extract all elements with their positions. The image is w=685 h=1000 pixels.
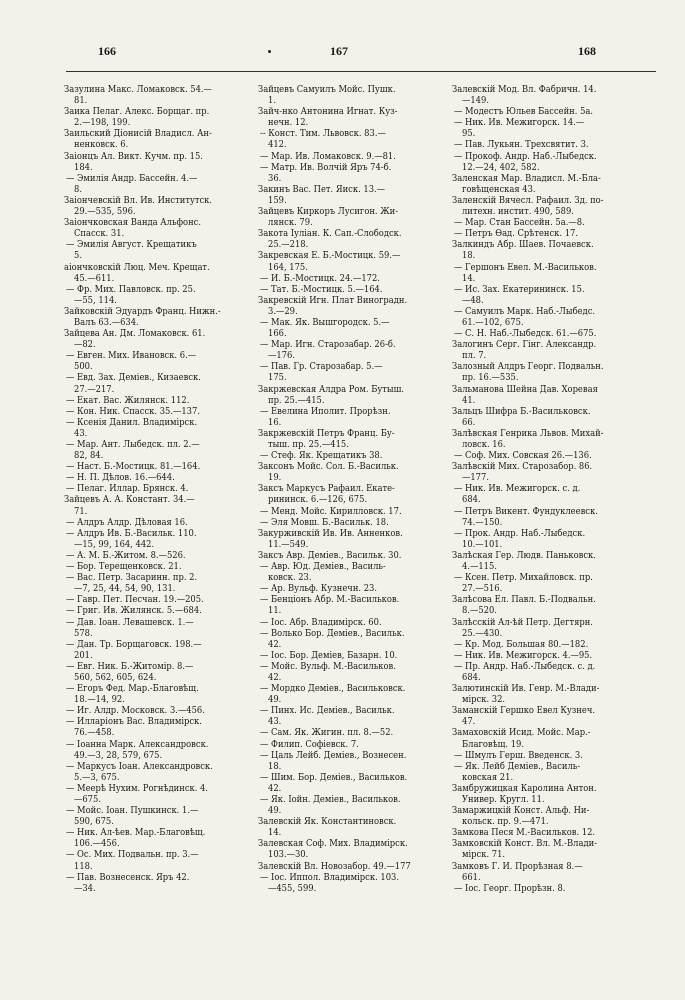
directory-line: — Ник. Ив. Межигорск. 14.—	[454, 117, 585, 129]
directory-line: Заксъ Авр. Деміев., Васильк. 30.	[258, 549, 402, 561]
directory-line: — Самуилъ Марк. Наб.-Лыбедс.	[454, 305, 596, 317]
directory-line: — Прок. Андр. Наб.-Лыбедск.	[454, 527, 586, 539]
directory-line: — Іос. Бор. Деміев, Базарн. 10.	[260, 649, 398, 661]
directory-line: говѣщенская 43.	[462, 183, 536, 195]
directory-line: 95.	[462, 128, 476, 140]
directory-line: 25.—430.	[462, 627, 503, 639]
directory-line: — Дан. Тр. Борщаговск. 198.—	[66, 638, 202, 650]
directory-line: 684.	[462, 671, 481, 683]
directory-line: — Эля Мовш. Б.-Васильк. 18.	[260, 516, 389, 528]
directory-line: Залѣвская Генрика Львов. Михай-	[452, 427, 604, 439]
directory-line: Залютинскій Ив. Генр. М.-Влади-	[452, 683, 600, 695]
directory-line: 4.—115.	[462, 561, 497, 573]
directory-line: — Авр. Юд. Деміев., Василь-	[260, 561, 386, 573]
directory-line: — Пав. Гр. Старозабар. 5.—	[260, 361, 383, 373]
directory-line: — Іос. Иппол. Владимірск. 103.	[260, 871, 399, 883]
directory-line: —7, 25, 44, 54, 90, 131.	[74, 583, 176, 595]
directory-line: 2.—198, 199.	[74, 117, 131, 129]
directory-line: 49.—3, 28, 579, 675.	[74, 749, 163, 761]
directory-column-1	[64, 84, 254, 894]
directory-line: 590, 675.	[74, 816, 114, 828]
directory-line: —48.	[462, 294, 484, 306]
directory-line: 43.	[74, 427, 88, 439]
directory-line: — Дав. Іоан. Левашевск. 1.—	[66, 616, 194, 628]
directory-line: Закревская Е. Б.-Мостицк. 59.—	[258, 250, 401, 262]
directory-line: — Мойс. Іоан. Пушкинск. 1.—	[66, 805, 199, 817]
directory-line: 49.	[268, 694, 282, 706]
directory-line: Заіончевскій Вл. Ив. Институтск.	[64, 194, 213, 206]
directory-line: — Бенціонъ Абр. М.-Васильков.	[260, 594, 400, 606]
header-dot	[268, 50, 271, 53]
directory-line: 36.	[268, 172, 282, 184]
directory-line: Валъ 63.—634.	[74, 316, 139, 328]
directory-line: — Мар. Ив. Ломаковск. 9.—81.	[260, 150, 396, 162]
directory-line: аіончковскій Люц. Меч. Крещат.	[64, 261, 210, 273]
directory-line: — Бор. Терещенковск. 21.	[66, 561, 182, 573]
directory-line: Заксъ Маркусъ Рафаил. Екате-	[258, 483, 395, 495]
directory-line: 61.—102, 675.	[462, 316, 524, 328]
directory-line: 12.—24, 402, 582.	[462, 161, 540, 173]
directory-line: 166.	[268, 328, 287, 340]
directory-line: — Мар. Стан Бассейн. 5а.—8.	[454, 217, 585, 229]
directory-line: Залевскій Як. Константиновск.	[258, 816, 397, 828]
directory-line: — Пр. Андр. Наб.-Лыбедск. с. д.	[454, 660, 596, 672]
directory-line: — Модестъ Юльев Бассейн. 5а.	[454, 106, 594, 118]
directory-line: — Н. П. Дѣлов. 16.—644.	[66, 472, 175, 484]
directory-line: — Кр. Мод. Большая 80.—182.	[454, 638, 589, 650]
directory-line: Благовѣщ. 19.	[462, 738, 524, 750]
directory-line: Заіончковская Ванда Альфонс.	[64, 217, 201, 229]
page-header	[0, 44, 685, 66]
directory-line: 14.	[462, 272, 476, 284]
directory-line: 201.	[74, 649, 93, 661]
directory-line: -- Конст. Тим. Львовск. 83.—	[260, 128, 386, 140]
page-number-right: 168	[578, 44, 596, 58]
directory-line: — Эмилія Август. Крещатикъ	[66, 239, 197, 251]
directory-line: 103.—30.	[268, 849, 309, 861]
directory-line: — Илларіонъ Вас. Владимірск.	[66, 716, 202, 728]
directory-line: — Пав. Вознесенск. Яръ 42.	[66, 871, 190, 883]
directory-line: пр. 25.—415.	[268, 394, 325, 406]
directory-line: 5.—3, 675.	[74, 771, 120, 783]
directory-line: — Волько Бор. Деміев., Васильк.	[260, 627, 405, 639]
directory-line: 8.—520.	[462, 605, 497, 617]
directory-line: Закревскій Игн. Плат Виноградн.	[258, 294, 408, 306]
directory-line: Закржевская Алдра Ром. Бутыш.	[258, 383, 405, 395]
directory-line: — Меерѣ Нухим. Рогнѣдинск. 4.	[66, 782, 209, 794]
directory-line: — Цаль Лейб. Деміев., Вознесен.	[260, 749, 407, 761]
directory-line: — Алдръ Алдр. Дѣловая 16.	[66, 516, 188, 528]
directory-line: 184.	[74, 161, 93, 173]
page-number-center: 167	[330, 44, 348, 58]
directory-line: — Екат. Вас. Жилянск. 112.	[66, 394, 190, 406]
directory-line: —149.	[462, 95, 489, 107]
directory-line: Залѣсова Ел. Павл. Б.-Подвальн.	[452, 594, 596, 606]
directory-line: Зайцевъ А. А. Констант. 34.—	[64, 494, 195, 506]
directory-line: 66.	[462, 416, 476, 428]
directory-line: 74.—150.	[462, 516, 503, 528]
directory-line: мірск. 32.	[462, 694, 506, 706]
directory-line: Зайковскій Эдуардъ Франц. Нижн.-	[64, 305, 221, 317]
directory-line: 42.	[268, 782, 282, 794]
directory-line: кольск. пр. 9.—471.	[462, 816, 549, 828]
directory-line: 106.—456.	[74, 838, 120, 850]
directory-line: Залевская Соф. Мих. Владимірск.	[258, 838, 408, 850]
directory-line: 164, 175.	[268, 261, 308, 273]
directory-line: ненковск. 6.	[74, 139, 129, 151]
directory-line: 175.	[268, 372, 287, 384]
directory-line: — Ос. Мих. Подвальн. пр. 3.—	[66, 849, 199, 861]
directory-line: ковская 21.	[462, 771, 514, 783]
directory-line: Заманскій Гершко Евел Кузнеч.	[452, 705, 596, 717]
directory-line: 47.	[462, 716, 476, 728]
directory-line: Закурживскій Ив. Ив. Анненков.	[258, 527, 403, 539]
directory-line: — Іос. Георг. Прорѣзн. 8.	[454, 882, 566, 894]
directory-line: 41.	[462, 394, 476, 406]
directory-line: — Евелина Иполит. Прорѣзн.	[260, 405, 391, 417]
directory-line: Заика Пелаг. Алекс. Борщаг. пр.	[64, 106, 210, 118]
directory-line: 159.	[268, 194, 287, 206]
directory-line: — Вас. Петр. Засаринн. пр. 2.	[66, 572, 198, 584]
directory-line: — Шим. Бор. Деміев., Васильков.	[260, 771, 408, 783]
directory-line: — Мак. Як. Вышгородск. 5.—	[260, 316, 390, 328]
directory-line: Замаховскій Исид. Мойс. Мар.-	[452, 727, 591, 739]
directory-column-2	[258, 84, 448, 894]
directory-line: 27.—516.	[462, 583, 503, 595]
directory-line: Залкиндъ Абр. Шаев. Почаевск.	[452, 239, 594, 251]
directory-line: литехн. инстит. 490, 589.	[462, 206, 574, 218]
directory-line: 29.—535, 596.	[74, 206, 136, 218]
directory-line: 42.	[268, 638, 282, 650]
directory-line: — Евг. Ник. Б.-Житомір. 8.—	[66, 660, 194, 672]
directory-line: 18.	[268, 760, 282, 772]
directory-line: — Ник. Ив. Межигорск. 4.—95.	[454, 649, 593, 661]
directory-line: —34.	[74, 882, 96, 894]
directory-line: — Ар. Вульф. Кузнечн. 23.	[260, 583, 377, 595]
directory-line: Замкова Песя М.-Васильков. 12.	[452, 827, 596, 839]
directory-line: 81.	[74, 95, 88, 107]
directory-line: Закинъ Вас. Пет. Яиск. 13.—	[258, 183, 386, 195]
directory-line: — Григ. Ив. Жилянск. 5.—684.	[66, 605, 202, 617]
directory-line: — И. Б.-Мостицк. 24.—172.	[260, 272, 380, 284]
directory-line: — Менд. Мойс. Кирилловск. 17.	[260, 505, 402, 517]
directory-line: — Як. Лейб Деміев., Василь-	[454, 760, 581, 772]
directory-line: — Ис. Зах. Екатерининск. 15.	[454, 283, 585, 295]
directory-line: — Егоръ Фед. Мар.-Благовѣщ.	[66, 683, 199, 695]
directory-line: Заленскій Вячесл. Рафаил. Зд. по-	[452, 194, 604, 206]
directory-line: лянск. 79.	[268, 217, 313, 229]
directory-line: Спасск. 31.	[74, 228, 125, 240]
directory-line: — Шмулъ Герш. Введенск. 3.	[454, 749, 583, 761]
directory-line: — Петръ Ѳад. Срѣтенск. 17.	[454, 228, 578, 240]
directory-line: — Алдръ Ив. Б.-Васильк. 110.	[66, 527, 197, 539]
directory-line: — Евд. Зах. Деміев., Кизаевск.	[66, 372, 201, 384]
directory-line: Залевскій Мод. Вл. Фабричн. 14.	[452, 84, 597, 95]
directory-line: —675.	[74, 794, 101, 805]
directory-line: — Гершонъ Евел. М.-Васильков.	[454, 261, 597, 273]
directory-line: Заксонъ Мойс. Сол. Б.-Васильк.	[258, 461, 399, 473]
directory-line: Залевскій Вл. Новозабор. 49.—177	[258, 860, 411, 872]
directory-line: 578.	[74, 627, 93, 639]
directory-line: — Кон. Ник. Спасск. 35.—137.	[66, 405, 200, 417]
directory-line: Залозный Алдръ Георг. Подвальн.	[452, 361, 604, 373]
directory-line: Залѣская Гер. Людв. Паньковск.	[452, 549, 596, 561]
directory-line: 45.—611.	[74, 272, 115, 284]
directory-line: — Стеф. Як. Крещатикъ 38.	[260, 450, 383, 462]
directory-line: 27.—217.	[74, 383, 115, 395]
directory-line: — Як. Іойн. Деміев., Васильков.	[260, 794, 401, 805]
directory-line: — Тат. Б.-Мостицк. 5.—164.	[260, 283, 383, 295]
directory-line: — Мар. Игн. Старозабар. 26-б.	[260, 339, 396, 351]
directory-line: Заіонцъ Ал. Викт. Кучм. пр. 15.	[64, 150, 203, 162]
directory-line: Закота Іуліан. К. Сап.-Слободск.	[258, 228, 402, 240]
directory-line: 11.	[268, 605, 282, 617]
directory-line: 3.—29.	[268, 305, 298, 317]
directory-line: — Мойс. Вульф. М.-Васильков.	[260, 660, 396, 672]
directory-line: 18.	[462, 250, 476, 262]
directory-line: тыш. пр. 25.—415.	[268, 439, 349, 450]
directory-line: — А. М. Б.-Житом. 8.—526.	[66, 549, 186, 561]
directory-line: — Иг. Алдр. Московск. 3.—456.	[66, 705, 205, 717]
directory-line: — Іоанна Марк. Александровск.	[66, 738, 209, 750]
directory-line: 684.	[462, 494, 481, 506]
directory-line: — С. Н. Наб.-Лыбедск. 61.—675.	[454, 328, 597, 340]
directory-line: Зайцева Ан. Дм. Ломаковск. 61.	[64, 328, 206, 340]
directory-line: —177.	[462, 472, 489, 484]
directory-line: —455, 599.	[268, 882, 317, 894]
directory-line: 412.	[268, 139, 287, 151]
directory-line: 43.	[268, 716, 282, 728]
directory-line: мірск. 71.	[462, 849, 506, 861]
directory-line: —55, 114.	[74, 294, 117, 306]
directory-line: Заильский Діонисій Владисл. Ан-	[64, 128, 212, 140]
directory-line: Залѣвскій Мих. Старозабор. 86.	[452, 461, 593, 473]
directory-line: 18.—14, 92.	[74, 694, 125, 706]
directory-line: — Ксен. Петр. Михайловск. пр.	[454, 572, 593, 584]
directory-line: 11.—549.	[268, 538, 309, 550]
directory-line: — Маркусъ Іоан. Александровск.	[66, 760, 213, 772]
directory-line: —15, 99, 164, 442.	[74, 538, 155, 550]
directory-line: 16.	[268, 416, 282, 428]
directory-line: 19.	[268, 472, 282, 484]
directory-line: — Пинх. Ис. Деміев., Васильк.	[260, 705, 395, 717]
directory-line: — Сам. Як. Жигин. пл. 8.—52.	[260, 727, 394, 739]
directory-line: Зазулина Макс. Ломаковск. 54.—	[64, 84, 212, 95]
directory-line: 661.	[462, 871, 481, 883]
directory-line: — Наст. Б.-Мостицк. 81.—164.	[66, 461, 201, 473]
directory-line: — Соф. Мих. Совская 26.—136.	[454, 450, 592, 462]
directory-line: — Мар. Ант. Лыбедск. пл. 2.—	[66, 439, 200, 450]
directory-line: —176.	[268, 350, 295, 362]
directory-line: Заленская Мар. Владисл. М.-Бла-	[452, 172, 601, 184]
directory-line: Универ. Кругл. 11.	[462, 794, 545, 805]
directory-line: — Ник. Ал-ѣев. Мар.-Благовѣщ.	[66, 827, 206, 839]
header-rule	[66, 71, 656, 72]
directory-line: — Гавр. Пет. Песчан. 19.—205.	[66, 594, 204, 606]
directory-line: 49.	[268, 805, 282, 817]
directory-line: Замковъ Г. И. Прорѣзная 8.—	[452, 860, 583, 872]
directory-line: — Евген. Мих. Ивановск. 6.—	[66, 350, 197, 362]
directory-line: — Іос. Абр. Владимірск. 60.	[260, 616, 382, 628]
directory-line: — Петръ Викент. Фундуклеевск.	[454, 505, 598, 517]
directory-line: — Ксенія Данил. Владимірск.	[66, 416, 198, 428]
directory-line: ловск. 16.	[462, 439, 506, 450]
directory-line: — Эмилія Андр. Бассейн. 4.—	[66, 172, 198, 184]
directory-line: Зальцъ Шифра Б.-Васильковск.	[452, 405, 591, 417]
directory-line: — Ник. Ив. Межигорск. с. д.	[454, 483, 581, 495]
directory-line: 82, 84.	[74, 450, 104, 462]
directory-line: Зайч-нко Антонина Игнат. Куз-	[258, 106, 398, 118]
directory-line: 14.	[268, 827, 282, 839]
directory-line: 500.	[74, 361, 93, 373]
directory-line: ковск. 23.	[268, 572, 312, 584]
directory-line: Зайцевъ Самуилъ Мойс. Пушк.	[258, 84, 396, 95]
directory-line: — Пав. Лукьян. Трехсвятит. 3.	[454, 139, 589, 151]
directory-line: нечн. 12.	[268, 117, 309, 129]
directory-line: Закржевскій Петръ Франц. Бу-	[258, 427, 395, 439]
directory-line: 1.	[268, 95, 276, 107]
directory-line: 5.	[74, 250, 82, 262]
directory-line: 76.—458.	[74, 727, 115, 739]
directory-line: 71.	[74, 505, 88, 517]
directory-line: — Матр. Ив. Волчій Яръ 74-б.	[260, 161, 392, 173]
directory-line: Залѣсскій Ал-ѣй Петр. Дегтярн.	[452, 616, 593, 628]
directory-line: —82.	[74, 339, 96, 351]
directory-line: 560, 562, 605, 624.	[74, 671, 157, 683]
directory-line: — Фр. Мих. Павловск. пр. 25.	[66, 283, 196, 295]
directory-line: рининск. 6.—126, 675.	[268, 494, 368, 506]
directory-line: пл. 7.	[462, 350, 487, 362]
directory-line: — Филип. Софіевск. 7.	[260, 738, 359, 750]
directory-line: 25.—218.	[268, 239, 309, 251]
directory-line: 10.—101.	[462, 538, 503, 550]
directory-line: — Прокоф. Андр. Наб.-Лыбедск.	[454, 150, 597, 162]
directory-line: Залогинъ Серг. Гінг. Александр.	[452, 339, 597, 351]
directory-line: Зальманова Шейна Дав. Хоревая	[452, 383, 598, 395]
directory-line: 118.	[74, 860, 93, 872]
directory-line: 42.	[268, 671, 282, 683]
directory-line: Замаржицкій Конст. Альф. Ни-	[452, 805, 590, 817]
directory-column-3	[452, 84, 642, 894]
directory-line: пр. 16.—535.	[462, 372, 519, 384]
directory-line: — Пелаг. Иллар. Брянск. 4.	[66, 483, 189, 495]
directory-line: Зайцевъ Киркоръ Лусигон. Жи-	[258, 206, 399, 218]
directory-line: Замбружицкая Каролина Антон.	[452, 782, 597, 794]
page-number-left: 166	[98, 44, 116, 58]
directory-line: 8.	[74, 183, 82, 195]
directory-line: Замковскій Конст. Вл. М.-Влади-	[452, 838, 597, 850]
directory-line: — Мордко Деміев., Васильковск.	[260, 683, 406, 695]
